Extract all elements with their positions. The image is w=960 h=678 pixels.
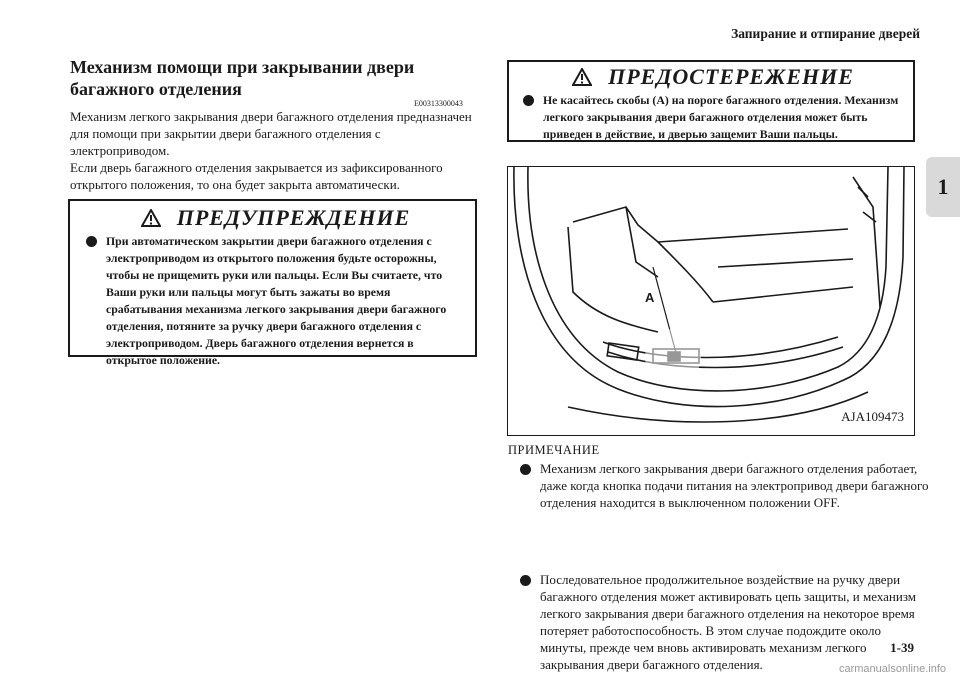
- intro-paragraph-2: Если дверь багажного отделения закрывается из зафиксированного открытого положения, то она будет закрыта автоматически.: [70, 160, 443, 192]
- intro-paragraph-1: Механизм легкого закрывания двери багажного отделения предназначен для помощи при закрытии двери багажного отделения с электроприводом.: [70, 109, 472, 158]
- caution-header: [523, 62, 903, 92]
- note-item-text: Последовательное продолжительное воздействие на ручку двери багажного отделения может активировать цепь защиты, и механизм легкого закрывания двери багажного отделения на некоторое время потеряет работоспособность. В этом случае подождите около минуты, прежде чем вновь активировать механизм легкого закрывания двери багажного отделения.: [540, 572, 917, 672]
- callout-label-a: A: [645, 290, 655, 305]
- caution-triangle-icon: [572, 68, 592, 86]
- note-item: [520, 571, 930, 673]
- warning-box: [68, 199, 477, 367]
- intro-text: [70, 108, 480, 193]
- caution-title: ПРЕДОСТЕРЕЖЕНИЕ: [608, 64, 854, 89]
- watermark[interactable]: carmanualsonline.info: [838, 663, 946, 675]
- section-code: E00313300043: [414, 99, 463, 108]
- warning-title: ПРЕДУПРЕЖДЕНИЕ: [176, 205, 411, 230]
- note-item-text: Механизм легкого закрывания двери багажного отделения работает, даже когда кнопка подачи питания на электропривод двери багажного отделения находится в выключенном положении OFF.: [540, 461, 929, 510]
- bullet-icon: [523, 95, 534, 106]
- caution-box: [507, 60, 915, 142]
- warning-triangle-icon: [141, 209, 161, 227]
- trunk-illustration: [507, 166, 915, 436]
- warning-item-text: При автоматическом закрытии двери багажного отделения с электроприводом из открытого положения будьте осторожны, чтобы не прищемить руки или пальцы. Если Вы считаете, что Ваши руки или пальцы могут быть зажаты во время срабатывания механизма легкого закрывания двери багажного отделения, потяните за ручку двери багажного отделения с электроприводом. Дверь багажного отделения вернется в открытое положение.: [106, 234, 447, 367]
- bullet-icon: [86, 236, 97, 247]
- caution-item: [523, 92, 903, 143]
- caution-item-text: Не касайтесь скобы (А) на пороге багажного отделения. Механизм легкого закрывания двери багажного отделения может быть приведен в действие, и дверью защемит Ваши пальцы.: [543, 93, 899, 141]
- section-title: Механизм помощи при закрывании двери багажного отделения: [70, 57, 415, 99]
- warning-item: [86, 233, 465, 369]
- note-item: [520, 460, 930, 511]
- warning-header: [86, 203, 465, 233]
- trunk-drawing: [508, 167, 914, 435]
- chapter-tab[interactable]: 1: [926, 157, 960, 217]
- bullet-icon: [520, 575, 531, 586]
- bullet-icon: [520, 464, 531, 475]
- figure-code: AJA109473: [841, 409, 904, 424]
- page-number: 1-39: [890, 640, 914, 655]
- note-title: ПРИМЕЧАНИЕ: [508, 443, 600, 457]
- running-header: Запирание и отпирание дверей: [731, 26, 920, 41]
